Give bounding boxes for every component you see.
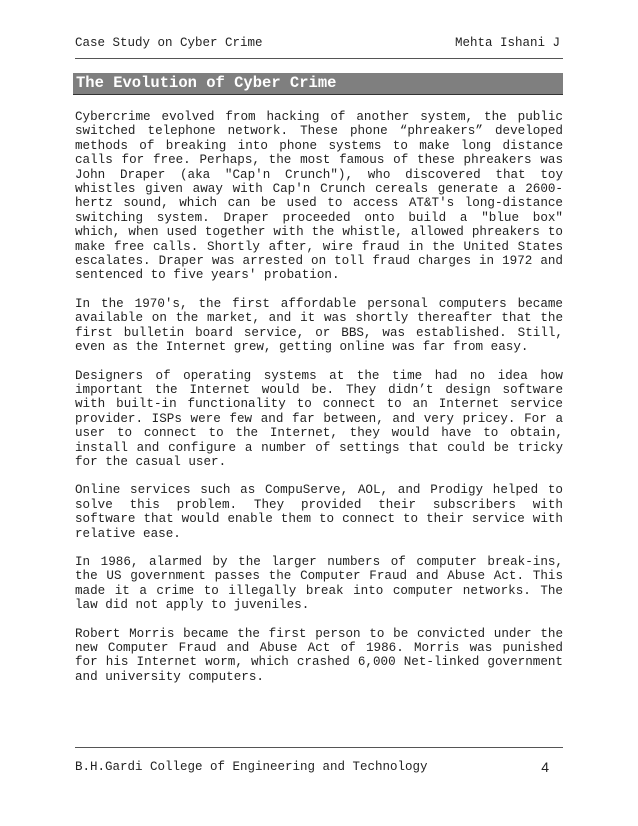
page-footer: [75, 747, 563, 778]
section-title-bar: [73, 73, 563, 95]
page-header: [75, 36, 563, 59]
header-document-title: Case Study on Cyber Crime: [75, 36, 263, 50]
paragraph: Online services such as CompuServe, AOL, and Prodigy helped to solve this problem. They provided their subscribers with software that would enable them to connect to their service with relative ease.: [75, 483, 563, 541]
paragraph: In the 1970's, the first affordable personal computers became available on the market, and it was shortly thereafter that the first bulletin board service, or BBS, was established. Still, even as the Internet grew, getting online was far from easy.: [75, 296, 563, 355]
footer-institution: B.H.Gardi College of Engineering and Technology: [75, 760, 428, 774]
paragraph: Designers of operating systems at the time had no idea how important the Internet would be. They didn’t design software with built-in functionality to connect to an Internet service provider. ISPs were few and far between, and very pricey. For a user to connect to the Internet, they would have to obtain, install and configure a number of settings that could be tricky for the casual user.: [75, 368, 563, 469]
paragraph: Robert Morris became the first person to be convicted under the new Computer Fraud and Abuse Act of 1986. Morris was punished for his Internet worm, which crashed 6,000 Net-linked government and university computers.: [75, 626, 563, 684]
section-title: The Evolution of Cyber Crime: [76, 74, 337, 92]
page-number: 4: [541, 759, 549, 775]
paragraph: Cybercrime evolved from hacking of another system, the public switched telephone network. These phone “phreakers” developed methods of breaking into phone systems to make long distance calls for free. Perhaps, the most famous of these phreakers was John Draper (aka "Cap'n Crunch"), who discovered that toy whistles given away with Cap'n Crunch cereals generate a 2600-hertz sound, which can be used to access AT&T's long-distance switching system. Draper proceeded onto build a "blue box" which, when used together with the whistle, allowed phreakers to make free calls. Shortly after, wire fraud in the United States escalates. Draper was arrested on toll fraud charges in 1972 and sentenced to five years' probation.: [75, 110, 563, 283]
header-author: Mehta Ishani J: [454, 36, 560, 50]
paragraph: In 1986, alarmed by the larger numbers of computer break-ins, the US government passes the Computer Fraud and Abuse Act. This made it a crime to illegally break into computer networks. The law did not apply to juveniles.: [75, 554, 563, 613]
body-text: [75, 110, 563, 698]
